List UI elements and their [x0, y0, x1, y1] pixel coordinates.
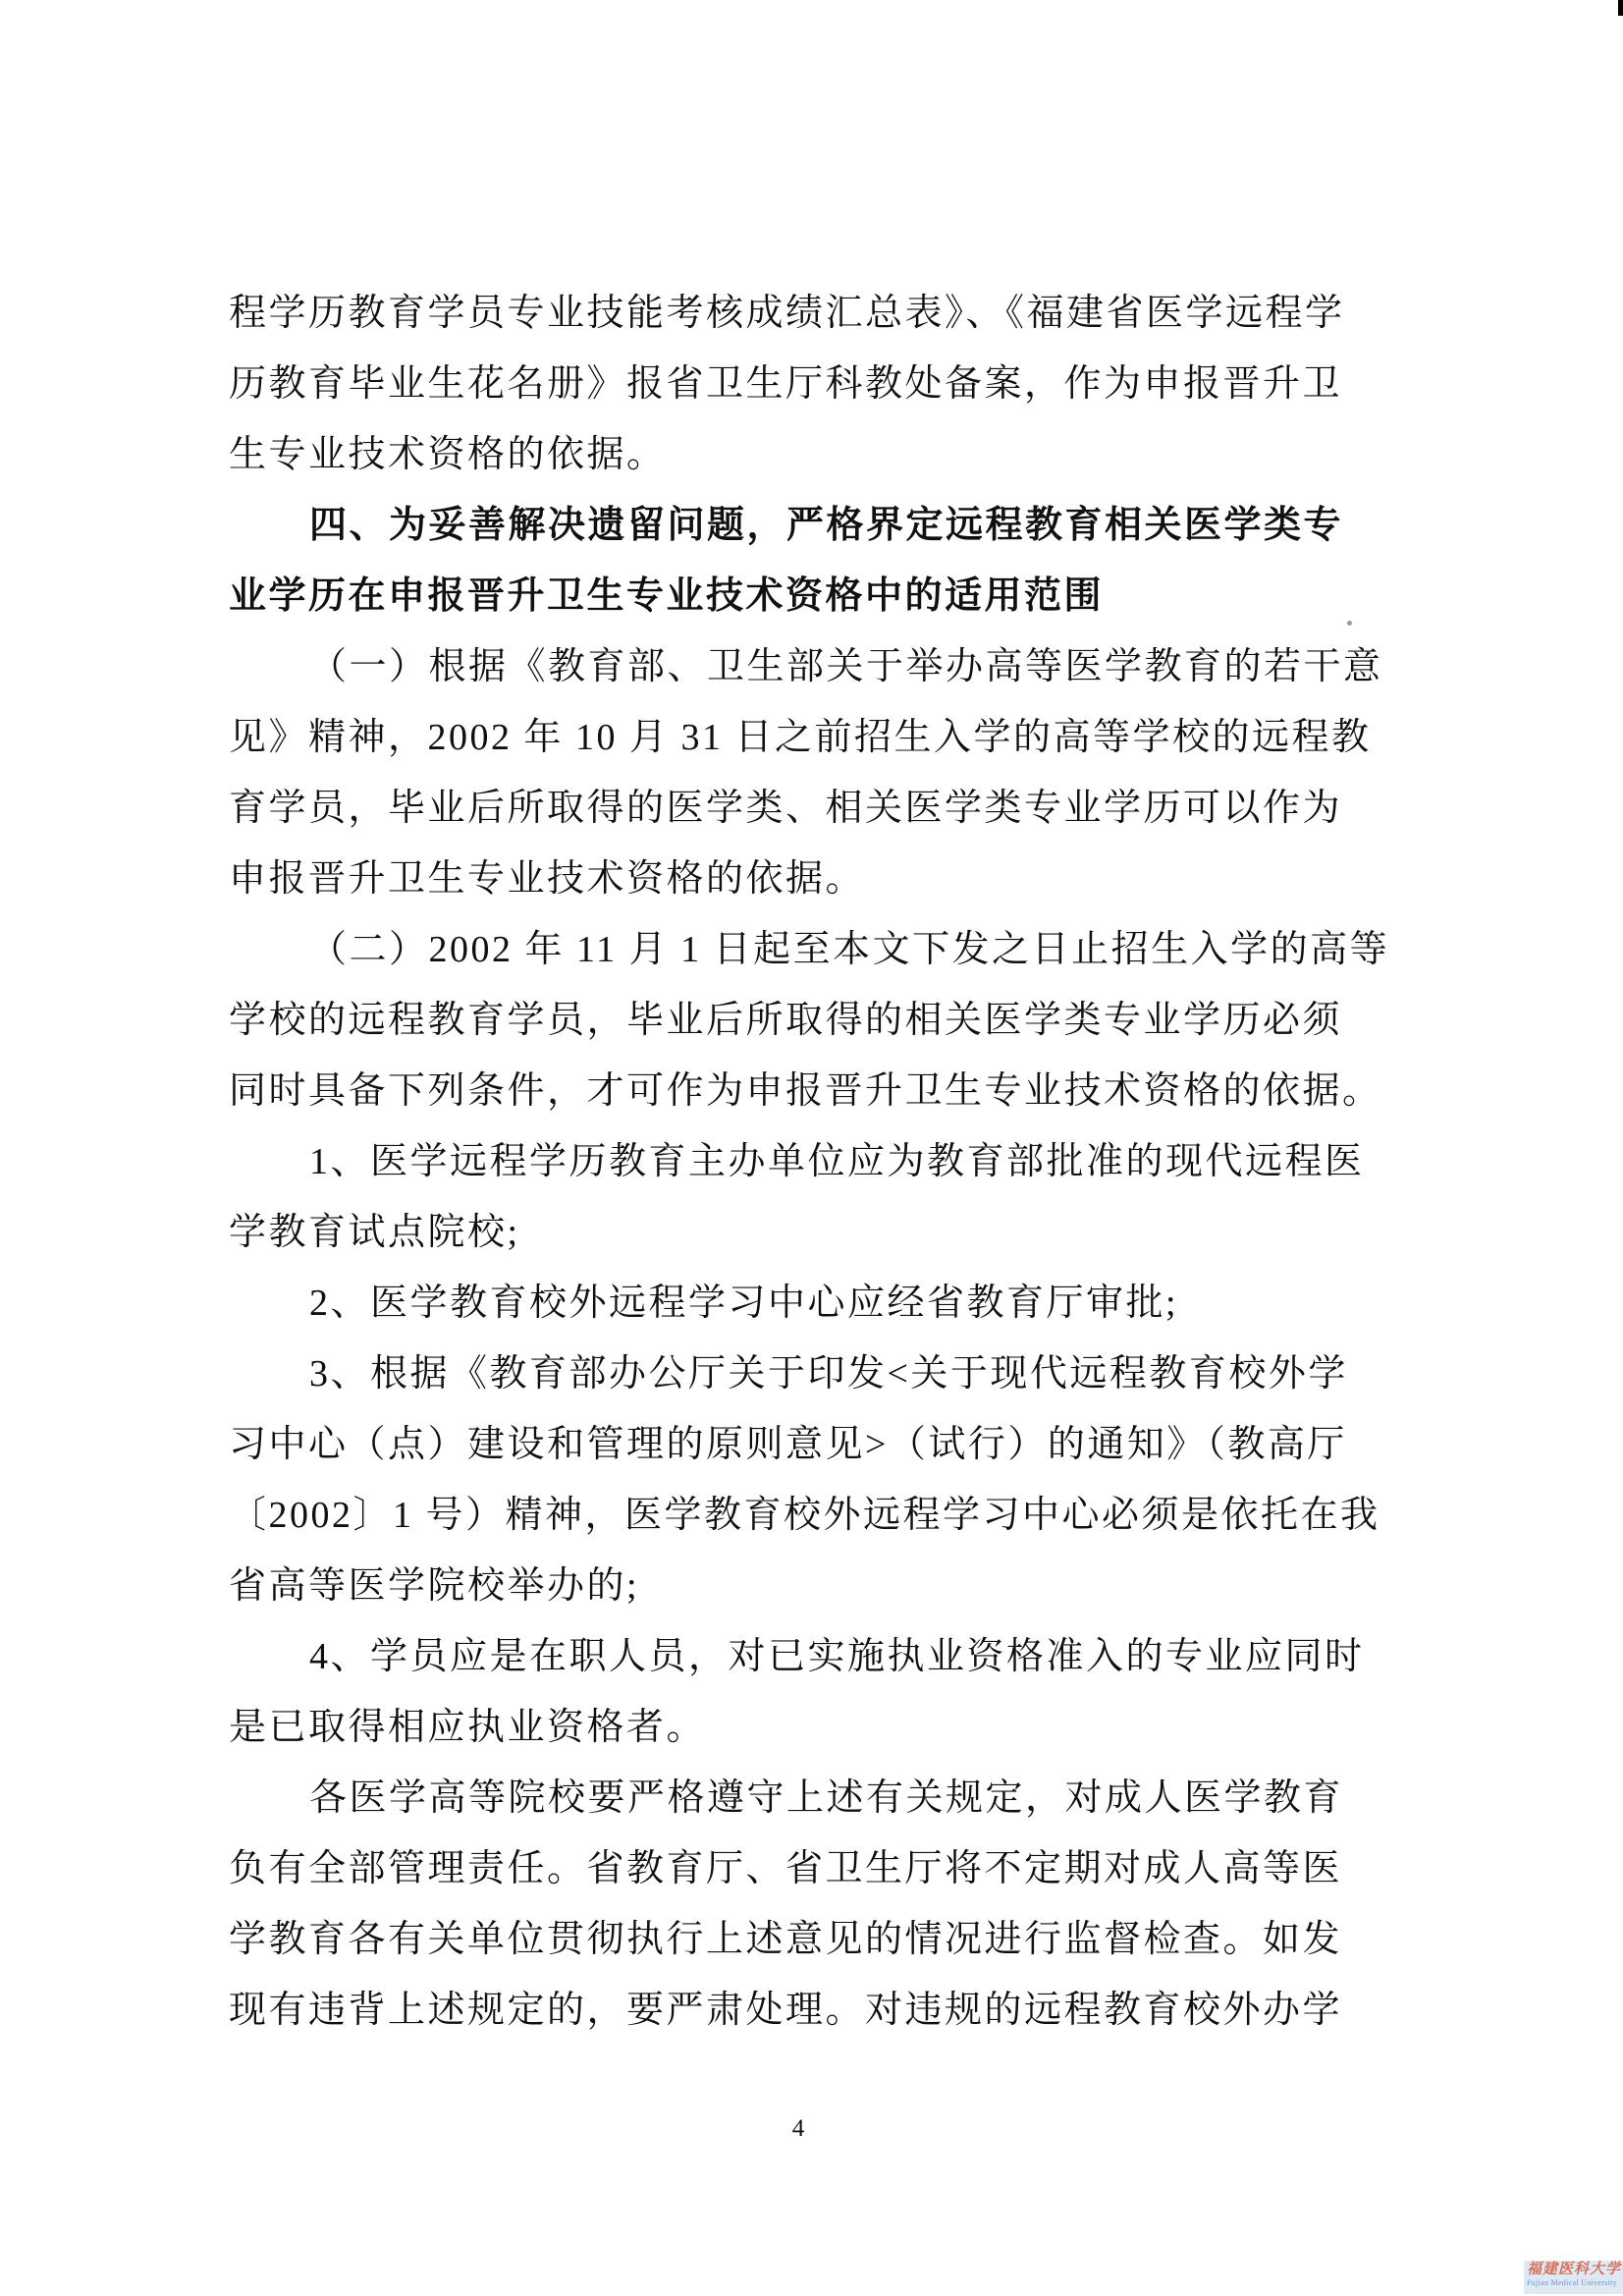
watermark-chinese-text: 福建医科大学 — [1527, 2262, 1622, 2277]
text-line: 见》精神，2002 年 10 月 31 日之前招生入学的高等学校的远程教 — [229, 717, 1372, 758]
document-body — [229, 278, 1446, 2046]
text-line: 2、医学教育校外远程学习中心应经省教育厅审批; — [309, 1283, 1179, 1324]
text-line: 同时具备下列条件，才可作为申报晋升卫生专业技术资格的依据。 — [229, 1070, 1382, 1112]
text-line: 现有违背上述规定的，要严肃处理。对违规的远程教育校外办学 — [229, 1990, 1343, 2031]
text-line: 学教育试点院校; — [229, 1212, 520, 1253]
text-line: 育学员，毕业后所取得的医学类、相关医学类专业学历可以作为 — [229, 788, 1343, 829]
text-line: 1、医学远程学历教育主办单位应为教育部批准的现代远程医 — [309, 1141, 1365, 1182]
text-line: （一）根据《教育部、卫生部关于举办高等医学教育的若干意 — [309, 646, 1383, 687]
text-line: 〔2002〕1 号）精神，医学教育校外远程学习中心必须是依托在我 — [229, 1495, 1380, 1536]
text-line: 负有全部管理责任。省教育厅、省卫生厅将不定期对成人高等医 — [229, 1848, 1343, 1889]
section-heading-line: 业学历在申报晋升卫生专业技术资格中的适用范围 — [229, 575, 1105, 617]
text-line: （二）2002 年 11 月 1 日起至本文下发之日止招生入学的高等 — [309, 929, 1390, 970]
watermark-english-text: Fujian Medical University — [1527, 2278, 1617, 2287]
text-line: 程学历教育学员专业技能考核成绩汇总表》、《福建省医学远程学 — [229, 293, 1345, 334]
text-line: 习中心（点）建设和管理的原则意见>（试行）的通知》（教高厅 — [229, 1424, 1347, 1465]
text-line: 生专业技术资格的依据。 — [229, 434, 667, 475]
text-line: 申报晋升卫生专业技术资格的依据。 — [229, 858, 866, 900]
text-line: 学校的远程教育学员，毕业后所取得的相关医学类专业学历必须 — [229, 1000, 1343, 1041]
text-line: 省高等医学院校举办的; — [229, 1565, 640, 1607]
page-number: 4 — [791, 2115, 805, 2142]
text-line: 3、根据《教育部办公厅关于印发<关于现代远程教育校外学 — [309, 1353, 1348, 1394]
text-line: 历教育毕业生花名册》报省卫生厅科教处备案，作为申报晋升卫 — [229, 363, 1343, 405]
text-line: 4、学员应是在职人员，对已实施执业资格准入的专业应同时 — [309, 1636, 1365, 1677]
text-line: 学教育各有关单位贯彻执行上述意见的情况进行监督检查。如发 — [229, 1919, 1343, 1960]
section-heading-line: 四、为妥善解决遗留问题，严格界定远程教育相关医学类专 — [309, 505, 1344, 546]
scan-artifact-mark — [1618, 0, 1623, 16]
text-line: 各医学高等院校要严格遵守上述有关规定，对成人医学教育 — [309, 1777, 1344, 1819]
university-watermark-stamp — [1524, 2261, 1623, 2294]
text-line: 是已取得相应执业资格者。 — [229, 1707, 707, 1748]
